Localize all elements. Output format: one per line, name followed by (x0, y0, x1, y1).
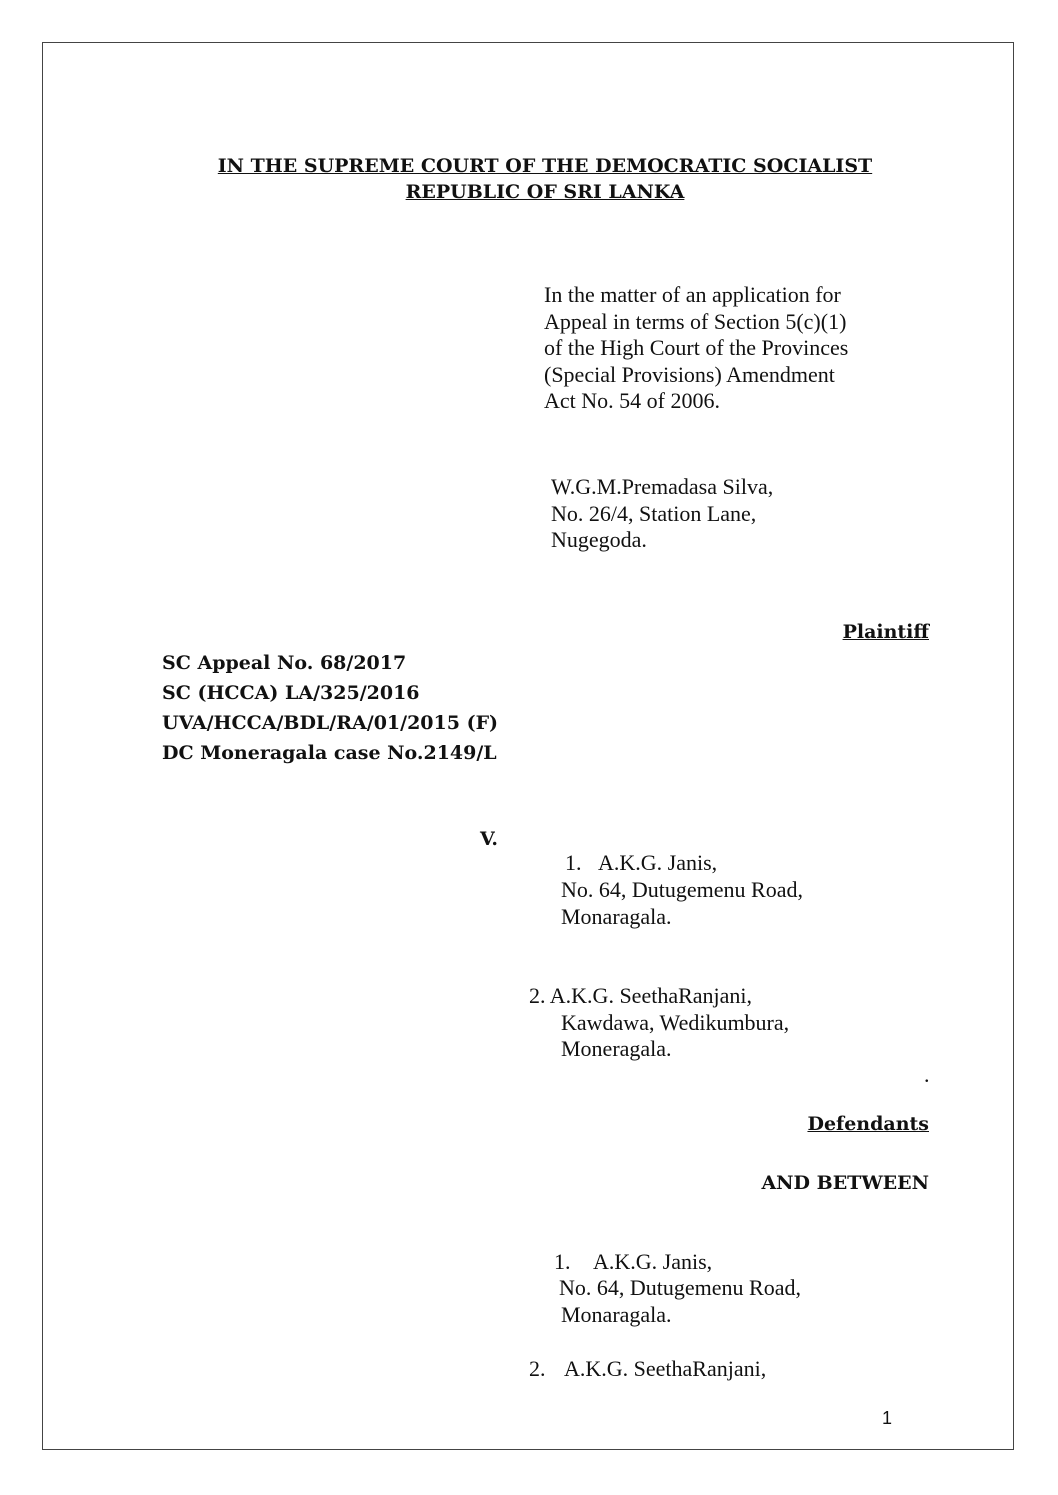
defendant-1-name: A.K.G. Janis, (598, 850, 718, 875)
appellant-1-number: 1. (554, 1249, 571, 1274)
defendant-1-address-line: Monaragala. (561, 904, 672, 929)
court-heading-line-1: IN THE SUPREME COURT OF THE DEMOCRATIC SOCIALIST (217, 155, 873, 177)
matter-paragraph (544, 282, 848, 415)
appellant-1-address-line: No. 64, Dutugemenu Road, (559, 1275, 801, 1300)
appellant-1-address-line: Monaragala. (561, 1302, 672, 1327)
appellant-1-name: A.K.G. Janis, (593, 1249, 713, 1274)
case-number: SC Appeal No. 68/2017 (162, 652, 407, 674)
plaintiff-address-line: Nugegoda. (551, 527, 647, 552)
plaintiff-address (551, 474, 773, 554)
page-number: 1 (882, 1408, 893, 1428)
matter-line: Act No. 54 of 2006. (544, 388, 720, 413)
appellant-2-number: 2. (529, 1356, 546, 1381)
plaintiff-label: Plaintiff (842, 621, 929, 643)
defendant-2-name: 2. A.K.G. SeethaRanjani, (529, 983, 753, 1008)
case-number: DC Moneragala case No.2149/L (162, 742, 497, 764)
plaintiff-name: W.G.M.Premadasa Silva, (551, 474, 774, 499)
court-heading-line-2: REPUBLIC OF SRI LANKA (405, 181, 685, 203)
defendant-2-address-line: Kawdawa, Wedikumbura, (561, 1010, 790, 1035)
and-between-label: AND BETWEEN (761, 1172, 929, 1194)
defendants-label: Defendants (807, 1113, 929, 1135)
matter-line: In the matter of an application for (544, 282, 841, 307)
case-number: SC (HCCA) LA/325/2016 (162, 682, 420, 704)
matter-line: of the High Court of the Provinces (544, 335, 849, 360)
defendant-1-number: 1. (565, 850, 582, 875)
matter-line: (Special Provisions) Amendment (544, 361, 835, 387)
appellant-2-name: A.K.G. SeethaRanjani, (564, 1356, 767, 1381)
stray-period: . (924, 1062, 930, 1087)
defendant-1-address-line: No. 64, Dutugemenu Road, (561, 877, 803, 902)
plaintiff-address-line: No. 26/4, Station Lane, (551, 500, 757, 526)
defendant-2-address-line: Moneragala. (561, 1036, 672, 1061)
versus-label: V. (480, 828, 499, 850)
case-numbers (162, 648, 498, 768)
case-number: UVA/HCCA/BDL/RA/01/2015 (F) (162, 712, 499, 734)
matter-line: Appeal in terms of Section 5(c)(1) (544, 308, 847, 334)
